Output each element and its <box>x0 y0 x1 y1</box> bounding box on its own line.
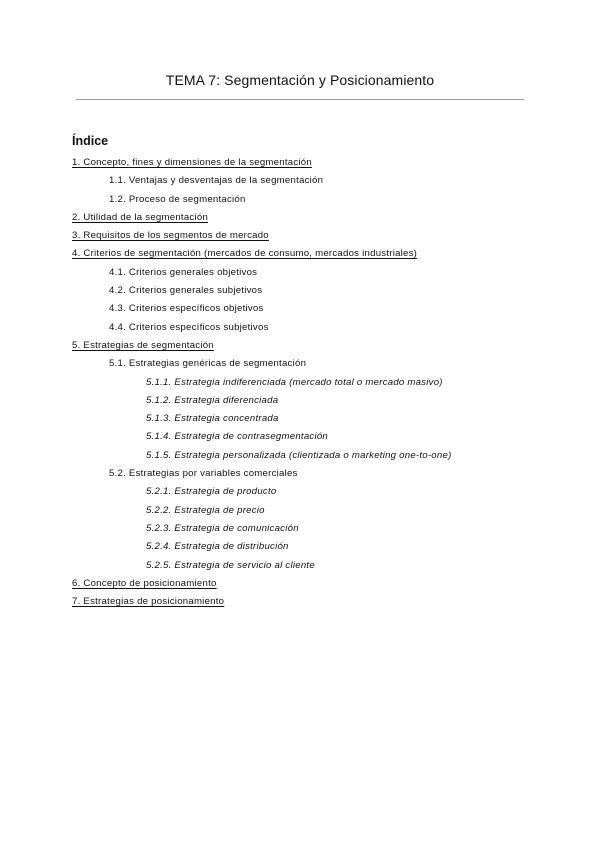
toc-subsection-item: 4.1. Criterios generales objetivos <box>109 266 258 278</box>
toc-subsection-item: 5.1. Estrategias genéricas de segmentación <box>109 358 307 370</box>
toc-section-link[interactable] <box>0 227 600 245</box>
toc-section-label[interactable]: 1. Concepto, fines y dimensiones de la segmentación <box>72 157 312 168</box>
toc-subsubsection-item: 5.1.5. Estrategia personalizada (clientizada o marketing one-to-one) <box>146 449 452 461</box>
toc-subsubsection-item: 5.1.2. Estrategia diferenciada <box>146 394 279 406</box>
toc-section-label[interactable]: 2. Utilidad de la segmentación <box>72 211 209 223</box>
page-title: TEMA 7: Segmentación y Posicionamiento <box>165 72 435 88</box>
toc-subsection-item: 1.2. Proceso de segmentación <box>109 193 246 205</box>
toc-section-link[interactable] <box>0 209 600 227</box>
index-heading: Índice <box>72 134 109 148</box>
toc-subsection-item: 1.1. Ventajas y desventajas de la segmentación <box>109 175 324 187</box>
toc-subsection-item: 4.4. Criterios específicos subjetivos <box>109 321 269 333</box>
toc-section-link[interactable] <box>0 593 600 611</box>
title-divider <box>76 99 524 100</box>
toc-subsubsection-item: 5.2.3. Estrategia de comunicación <box>146 522 299 534</box>
toc-section-label[interactable]: 4. Criterios de segmentación (mercados de consumo, mercados industriales) <box>72 248 418 260</box>
toc-section-link[interactable] <box>0 245 600 263</box>
toc-subsection-item: 5.2. Estrategias por variables comerciales <box>109 468 298 480</box>
toc-section-label[interactable]: 6. Concepto de posicionamiento <box>72 577 217 589</box>
toc-subsection-item: 4.3. Criterios específicos objetivos <box>109 303 264 315</box>
toc-section-link[interactable] <box>0 154 600 172</box>
toc-subsubsection-item: 5.2.5. Estrategia de servicio al cliente <box>146 559 315 571</box>
toc-section-label[interactable]: 5. Estrategias de segmentación <box>72 339 214 351</box>
table-of-contents <box>0 154 600 611</box>
toc-subsubsection-item: 5.1.4. Estrategia de contrasegmentación <box>146 431 329 443</box>
toc-section-link[interactable] <box>0 575 600 593</box>
toc-subsubsection-item: 5.2.1. Estrategia de producto <box>146 486 277 498</box>
toc-subsubsection-item: 5.2.2. Estrategia de precio <box>146 504 265 516</box>
toc-section-label[interactable]: 7. Estrategias de posicionamiento <box>72 596 225 608</box>
toc-subsubsection-item: 5.2.4. Estrategia de distribución <box>146 541 289 553</box>
toc-subsubsection-item: 5.1.3. Estrategia concentrada <box>146 413 279 425</box>
toc-section-link[interactable] <box>0 337 600 355</box>
toc-subsubsection-item: 5.1.1. Estrategia indiferenciada (mercado total o mercado masivo) <box>146 376 443 388</box>
toc-section-label[interactable]: 3. Requisitos de los segmentos de mercado <box>72 230 269 242</box>
toc-subsection-item: 4.2. Criterios generales subjetivos <box>109 285 263 297</box>
